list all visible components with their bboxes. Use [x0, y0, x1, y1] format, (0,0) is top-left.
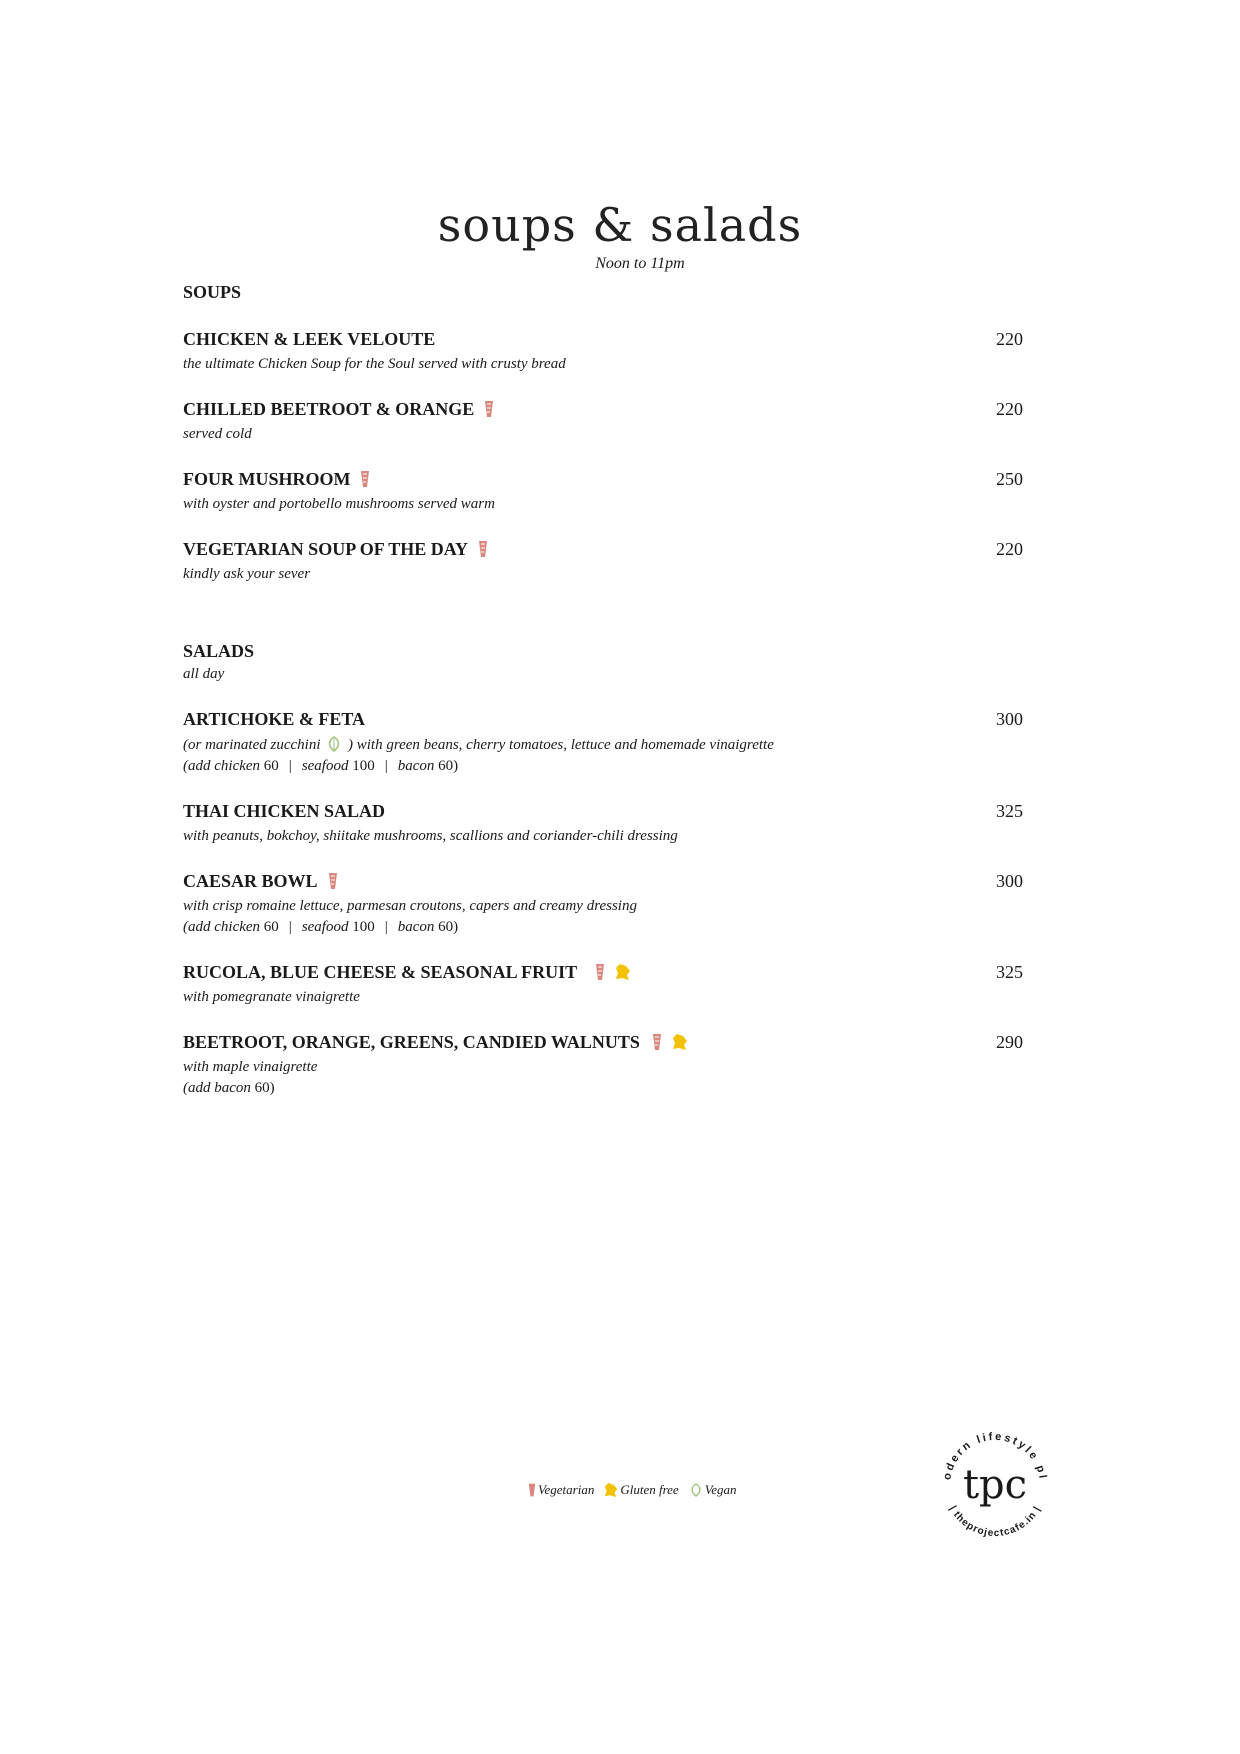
item-price: 300	[996, 871, 1023, 891]
menu-item	[183, 469, 1023, 513]
salads-availability: all day	[183, 666, 225, 682]
svg-text:| theprojectcafe.in |: | theprojectcafe.in |	[946, 1504, 1044, 1540]
item-description: kindly ask your sever	[183, 566, 311, 582]
svg-text:tpc: tpc	[962, 1462, 1028, 1508]
item-name: FOUR MUSHROOM	[183, 469, 351, 489]
item-price: 290	[996, 1032, 1023, 1052]
item-addons: (add bacon 60)	[183, 1080, 275, 1096]
item-description: with crisp romaine lettuce, parmesan croutons, capers and creamy dressing	[183, 898, 637, 914]
soups-heading: SOUPS	[183, 282, 242, 302]
item-price: 220	[996, 399, 1023, 419]
gluten-free-icon	[604, 1482, 618, 1498]
item-price: 300	[996, 709, 1023, 729]
vegetarian-icon	[478, 540, 488, 558]
item-name: CHICKEN & LEEK VELOUTE	[183, 329, 436, 349]
soups-section	[183, 282, 1023, 583]
item-description: with maple vinaigrette	[183, 1059, 318, 1075]
vegetarian-icon	[652, 1033, 662, 1051]
page-title: soups & salads	[437, 198, 803, 252]
menu-item	[183, 399, 1023, 443]
item-price: 325	[996, 962, 1023, 982]
item-name: CHILLED BEETROOT & ORANGE	[183, 399, 475, 419]
item-description: with oyster and portobello mushrooms served warm	[183, 496, 495, 512]
item-description: the ultimate Chicken Soup for the Soul served with crusty bread	[183, 356, 566, 372]
menu-item	[183, 539, 1023, 583]
legend-vegan: Vegan	[689, 1482, 737, 1498]
gluten-free-icon	[615, 963, 631, 981]
vegetarian-icon	[360, 470, 370, 488]
item-name: CAESAR BOWL	[183, 871, 318, 891]
item-name: ARTICHOKE & FETA	[183, 709, 366, 729]
salads-section	[183, 641, 1023, 1097]
menu-item	[183, 329, 1023, 373]
item-description: served cold	[183, 426, 252, 442]
legend-gluten-free: Gluten free	[604, 1482, 678, 1498]
dietary-legend	[528, 1482, 736, 1498]
menu-item	[183, 1032, 1023, 1097]
vegan-icon	[326, 736, 342, 752]
menu-item	[183, 709, 1023, 775]
salads-heading: SALADS	[183, 641, 255, 661]
item-addons: (add chicken 60 | seafood 100 | bacon 60)	[183, 758, 459, 774]
svg-text:a modern lifestyle place: odern lifestyle pl	[941, 1430, 1049, 1482]
menu-content	[183, 282, 1023, 1097]
vegetarian-icon	[528, 1482, 536, 1498]
vegan-icon	[689, 1483, 703, 1497]
vegetarian-icon	[484, 400, 494, 418]
vegetarian-icon	[595, 963, 605, 981]
item-description: with peanuts, bokchoy, shiitake mushrooms, scallions and coriander-chili dressing	[183, 828, 678, 844]
item-name: BEETROOT, ORANGE, GREENS, CANDIED WALNUTS	[183, 1032, 640, 1052]
item-name: RUCOLA, BLUE CHEESE & SEASONAL FRUIT	[183, 962, 578, 982]
menu-item	[183, 801, 1023, 845]
menu-item	[183, 962, 1023, 1006]
legend-vegetarian: Vegetarian	[528, 1482, 594, 1498]
item-name: THAI CHICKEN SALAD	[183, 801, 386, 821]
tpc-logo	[930, 1420, 1060, 1550]
menu-item	[183, 871, 1023, 936]
service-hours: Noon to 11pm	[595, 255, 685, 272]
item-price: 220	[996, 329, 1023, 349]
item-description: with pomegranate vinaigrette	[183, 989, 360, 1005]
item-addons: (add chicken 60 | seafood 100 | bacon 60)	[183, 919, 459, 935]
item-price: 250	[996, 469, 1023, 489]
vegetarian-icon	[328, 872, 338, 890]
item-name: VEGETARIAN SOUP OF THE DAY	[183, 539, 469, 559]
item-price: 220	[996, 539, 1023, 559]
item-price: 325	[996, 801, 1023, 821]
gluten-free-icon	[672, 1033, 688, 1051]
item-description: (or marinated zucchini ) with green beans, cherry tomatoes, lettuce and homemade vinaigrette	[183, 737, 774, 753]
